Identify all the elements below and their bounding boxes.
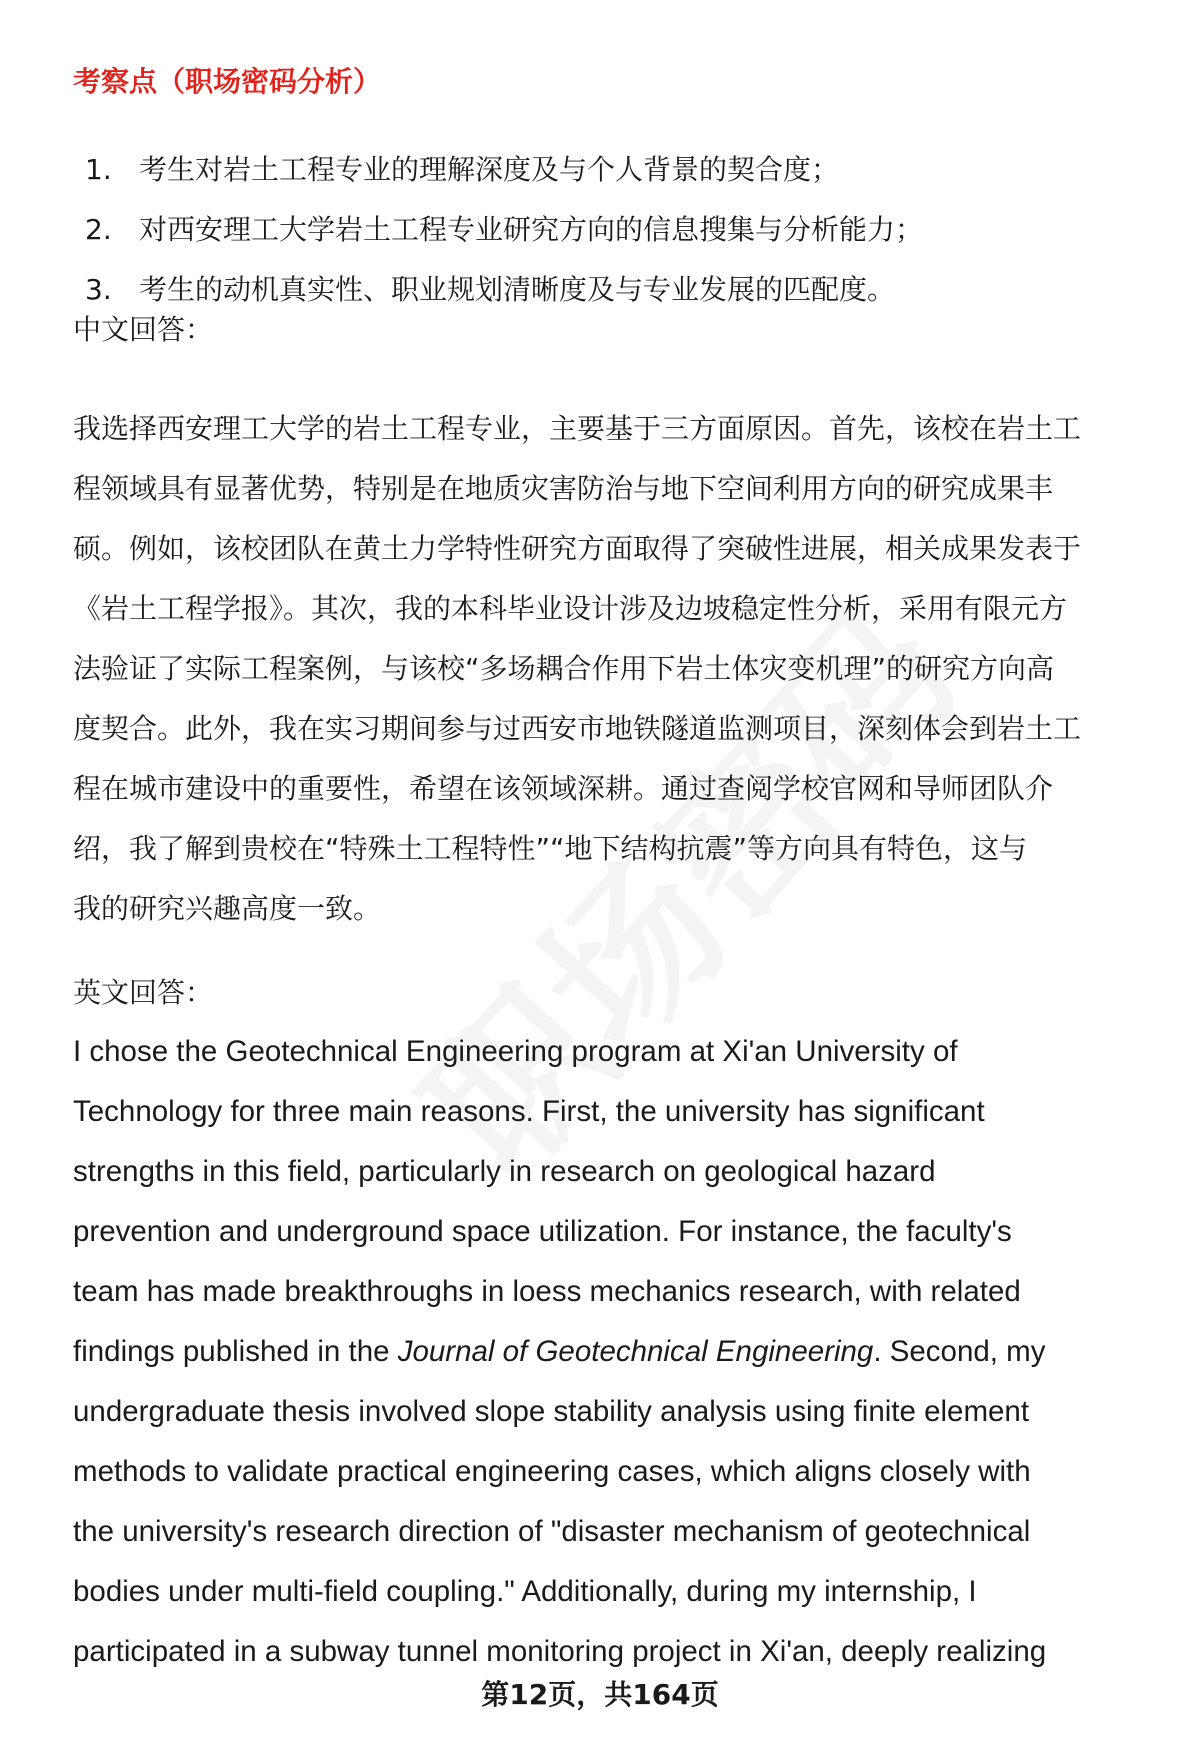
- section-heading: 考察点（职场密码分析）: [73, 65, 382, 98]
- text-line: the university's research direction of "disaster mechanism of geotechnical: [73, 1515, 1031, 1548]
- text-line: 我选择西安理工大学的岩土工程专业，主要基于三方面原因。首先，该校在岩土工: [73, 412, 1082, 445]
- english-answer-label: 英文回答：: [73, 976, 214, 1009]
- text-line: Technology for three main reasons. First, the university has significant: [73, 1095, 985, 1128]
- evaluation-points-list: [73, 140, 923, 320]
- text-line: prevention and underground space utilization. For instance, the faculty's: [73, 1215, 1012, 1248]
- text-line: undergraduate thesis involved slope stability analysis using finite element: [73, 1395, 1030, 1428]
- text-line: 程领域具有显著优势，特别是在地质灾害防治与地下空间利用方向的研究成果丰: [73, 472, 1054, 505]
- list-item: 2. 对西安理工大学岩土工程专业研究方向的信息搜集与分析能力；: [85, 213, 924, 246]
- text-line: findings published in the Journal of Geotechnical Engineering. Second, my: [73, 1335, 1046, 1368]
- text-line: 程在城市建设中的重要性，希望在该领域深耕。通过查阅学校官网和导师团队介: [73, 772, 1054, 805]
- chinese-answer-label: 中文回答：: [73, 313, 214, 346]
- chinese-answer-body: [73, 399, 1153, 939]
- journal-title: Journal of Geotechnical Engineering: [397, 1335, 874, 1368]
- english-answer-body: [73, 1022, 1153, 1682]
- text-line: 绍，我了解到贵校在“特殊土工程特性”“地下结构抗震”等方向具有特色，这与: [73, 832, 1028, 865]
- text-line: 《岩土工程学报》。其次，我的本科毕业设计涉及边坡稳定性分析，采用有限元方: [73, 592, 1068, 625]
- text-line: bodies under multi-field coupling." Additionally, during my internship, I: [73, 1575, 977, 1608]
- text-line: team has made breakthroughs in loess mechanics research, with related: [73, 1275, 1021, 1308]
- text-line: 我的研究兴趣高度一致。: [73, 892, 382, 925]
- text-line: 法验证了实际工程案例，与该校“多场耦合作用下岩土体灾变机理”的研究方向高: [73, 652, 1055, 685]
- text-line: strengths in this field, particularly in research on geological hazard: [73, 1155, 936, 1188]
- page-number: 第12页，共164页: [481, 1678, 719, 1711]
- list-item: 3. 考生的动机真实性、职业规划清晰度及与专业发展的匹配度。: [85, 273, 896, 306]
- list-item: 1. 考生对岩土工程专业的理解深度及与个人背景的契合度；: [85, 153, 840, 186]
- text-line: methods to validate practical engineering cases, which aligns closely with: [73, 1455, 1031, 1488]
- text-line: 度契合。此外，我在实习期间参与过西安市地铁隧道监测项目，深刻体会到岩土工: [73, 712, 1082, 745]
- text-line: participated in a subway tunnel monitoring project in Xi'an, deeply realizing: [73, 1635, 1047, 1668]
- text-line: I chose the Geotechnical Engineering program at Xi'an University of: [73, 1035, 958, 1068]
- text-line: 硕。例如，该校团队在黄土力学特性研究方面取得了突破性进展，相关成果发表于: [73, 532, 1082, 565]
